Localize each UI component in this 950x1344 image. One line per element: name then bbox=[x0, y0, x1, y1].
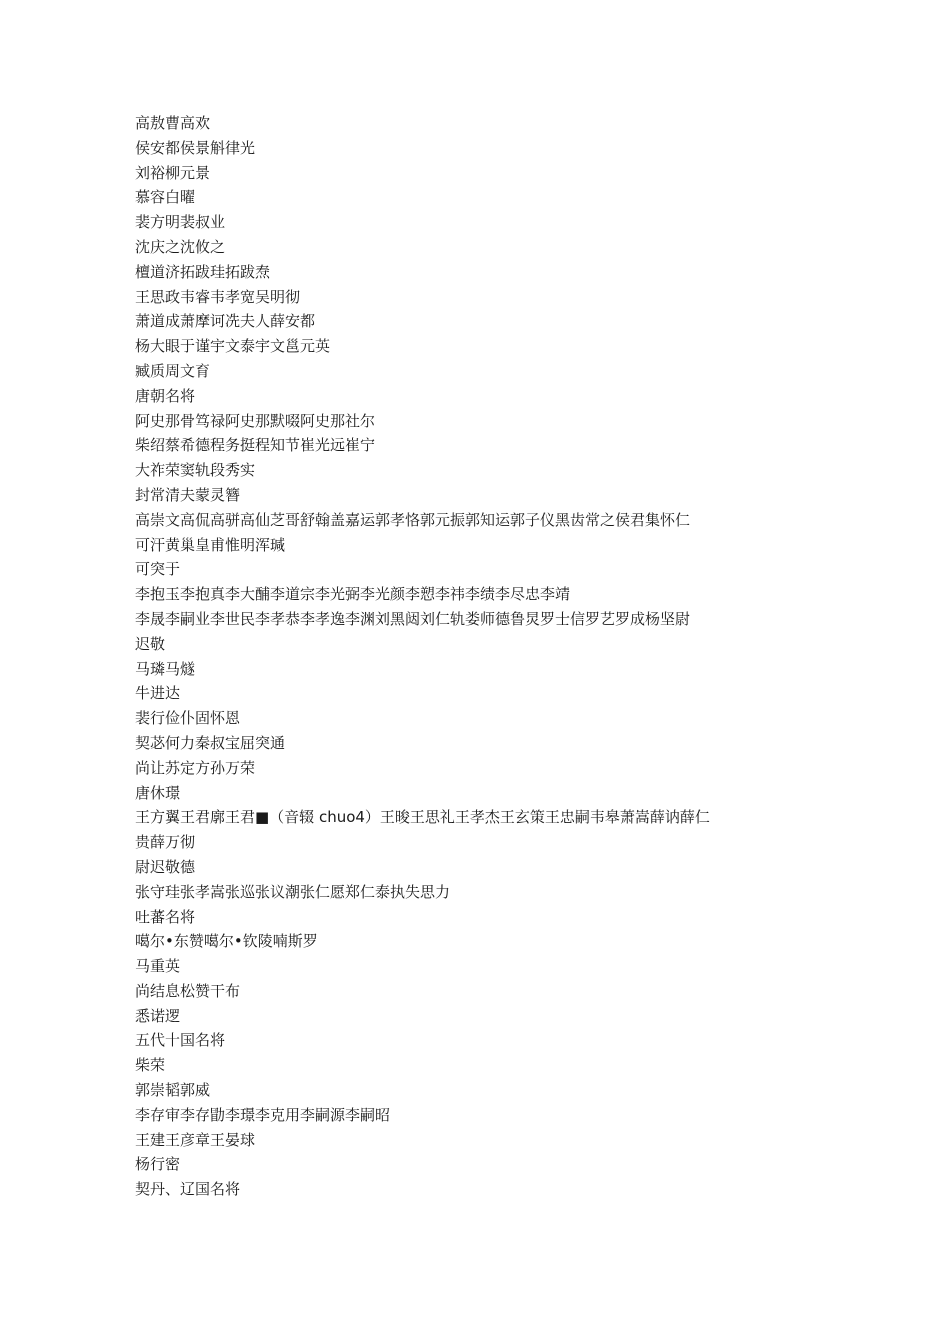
text-line: 杨大眼于谨宇文泰宇文邕元英 bbox=[135, 337, 331, 356]
text-line: 契苾何力秦叔宝屈突通 bbox=[135, 733, 286, 752]
section-heading: 契丹、辽国名将 bbox=[135, 1180, 241, 1199]
text-line: 王建王彦章王晏球 bbox=[135, 1130, 256, 1149]
text-line: 李晟李嗣业李世民李孝恭李孝逸李渊刘黑闼刘仁轨娄师德鲁炅罗士信罗艺罗成杨坚尉 bbox=[135, 609, 691, 628]
text-line: 马重英 bbox=[135, 957, 181, 976]
section-heading: 五代十国名将 bbox=[135, 1031, 226, 1050]
text-line: 可突于 bbox=[135, 560, 181, 579]
text-line: 张守珪张孝嵩张巡张议潮张仁愿郑仁泰执失思力 bbox=[135, 882, 451, 901]
text-line: 萧道成萧摩诃冼夫人薛安都 bbox=[135, 312, 316, 331]
text-line: 臧质周文育 bbox=[135, 361, 211, 380]
text-line: 侯安都侯景斛律光 bbox=[135, 138, 256, 157]
text-line: 悉诺逻 bbox=[135, 1006, 181, 1025]
text-line: 尉迟敬德 bbox=[135, 857, 196, 876]
text-line: 阿史那骨笃禄阿史那默啜阿史那社尔 bbox=[135, 411, 376, 430]
text-line: 王方翼王君廓王君■（音辍 chuo4）王晙王思礼王孝杰王玄策王忠嗣韦皋萧嵩薛讷薛仁 bbox=[135, 808, 710, 827]
text-line: 檀道济拓跋珪拓跋焘 bbox=[135, 262, 271, 281]
text-line: 柴荣 bbox=[135, 1056, 166, 1075]
text-line: 封常清夫蒙灵簪 bbox=[135, 485, 241, 504]
document-body bbox=[135, 111, 785, 1202]
text-line: 高崇文高侃高骈高仙芝哥舒翰盖嘉运郭孝恪郭元振郭知运郭子仪黑齿常之侯君集怀仁 bbox=[135, 510, 691, 529]
text-line: 贵薛万彻 bbox=[135, 833, 196, 852]
text-line: 迟敬 bbox=[135, 634, 166, 653]
text-line: 杨行密 bbox=[135, 1155, 181, 1174]
text-line: 李抱玉李抱真李大酺李道宗李光弼李光颜李愬李祎李绩李尽忠李靖 bbox=[135, 585, 571, 604]
text-line: 裴行俭仆固怀恩 bbox=[135, 709, 241, 728]
text-line: 李存审李存勖李璟李克用李嗣源李嗣昭 bbox=[135, 1105, 391, 1124]
text-line: 王思政韦睿韦孝宽吴明彻 bbox=[135, 287, 301, 306]
text-line: 慕容白曜 bbox=[135, 188, 196, 207]
section-heading: 吐蕃名将 bbox=[135, 907, 196, 926]
text-line: 可汗黄巢皇甫惟明浑瑊 bbox=[135, 535, 286, 554]
text-line: 牛进达 bbox=[135, 684, 181, 703]
text-line: 马璘马燧 bbox=[135, 659, 196, 678]
text-line: 沈庆之沈攸之 bbox=[135, 237, 226, 256]
text-line: 噶尔•东赞噶尔•钦陵喃斯罗 bbox=[135, 932, 318, 951]
text-line: 刘裕柳元景 bbox=[135, 163, 211, 182]
text-line: 尚结息松赞干布 bbox=[135, 981, 241, 1000]
text-line: 尚让苏定方孙万荣 bbox=[135, 758, 256, 777]
text-line: 唐休璟 bbox=[135, 783, 181, 802]
text-line: 柴绍蔡希德程务挺程知节崔光远崔宁 bbox=[135, 436, 376, 455]
section-heading: 唐朝名将 bbox=[135, 386, 196, 405]
text-line: 大祚荣窦轨段秀实 bbox=[135, 461, 256, 480]
text-line: 高敖曹高欢 bbox=[135, 114, 211, 132]
text-line: 裴方明裴叔业 bbox=[135, 213, 226, 232]
text-line: 郭崇韬郭威 bbox=[135, 1081, 211, 1100]
